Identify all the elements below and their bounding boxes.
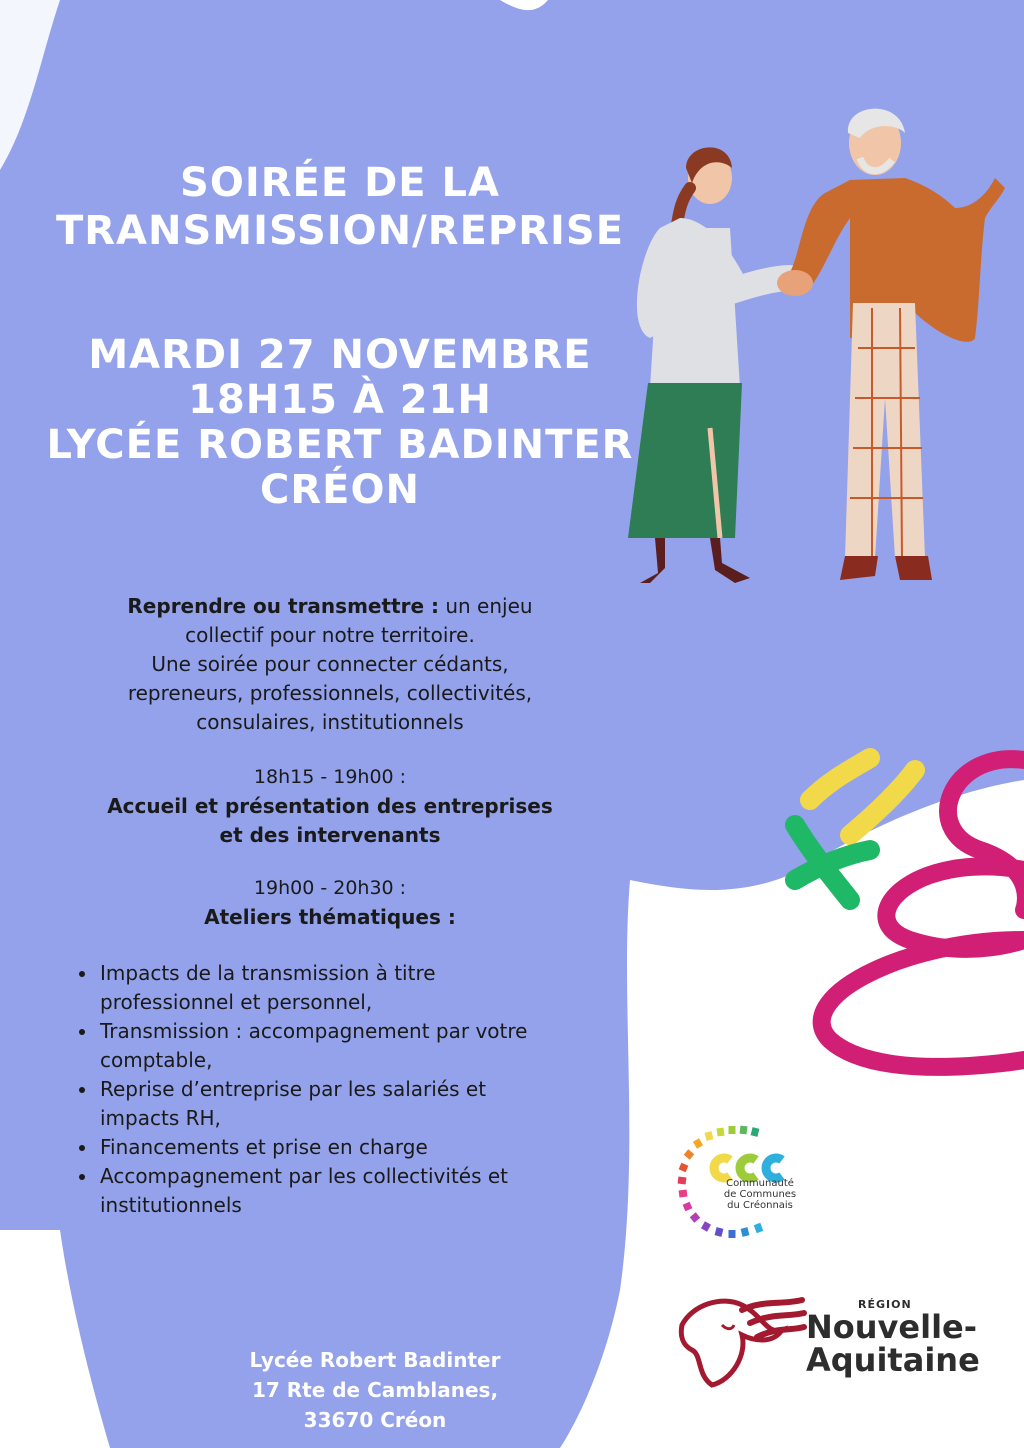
slot-2-title: Ateliers thématiques : [204,905,456,929]
event-time: 18H15 À 21H [188,377,492,423]
ccc-logo-text [705,1178,815,1211]
region-name [806,1308,980,1379]
program-slot-1 [40,763,620,850]
intro-line-3: Une soirée pour connecter cédants, [151,652,509,676]
intro-line-5: consulaires, institutionnels [196,710,464,734]
address-line-1: Lycée Robert Badinter [249,1348,501,1372]
event-title [30,160,650,259]
ccc-line-3: du Créonnais [727,1200,793,1211]
address-line-3: 33670 Créon [303,1408,447,1432]
ateliers-list [100,959,570,1220]
intro-paragraph [40,592,620,737]
intro-line-1: un enjeu [438,594,533,618]
region-line-2: Aquitaine [806,1341,980,1379]
list-item: Transmission : accompagnement par votre comptable, [100,1017,570,1075]
program-slot-2 [40,874,620,932]
address-line-2: 17 Rte de Camblanes, [251,1378,499,1402]
title-line-1: SOIRÉE DE LA [180,160,500,206]
event-details [30,332,650,515]
region-line-1: Nouvelle- [806,1308,978,1346]
intro-line-2: collectif pour notre territoire. [185,623,475,647]
scribble-decoration [770,740,1024,1100]
intro-bold: Reprendre ou transmettre : [127,594,439,618]
list-item: Financements et prise en charge [100,1133,570,1162]
slot-1-title-line-1: Accueil et présentation des entreprises [107,794,553,818]
title-line-2: TRANSMISSION/REPRISE [55,208,625,254]
slot-1-title-line-2: et des intervenants [219,823,441,847]
intro-line-4: repreneurs, professionnels, collectivités, [127,681,533,705]
list-item: Impacts de la transmission à titre professionnel et personnel, [100,959,570,1017]
slot-2-time: 19h00 - 20h30 : [253,877,407,899]
slot-1-time: 18h15 - 19h00 : [253,766,407,788]
event-city: CRÉON [260,467,420,513]
list-item: Reprise d’entreprise par les salariés et impacts RH, [100,1075,570,1133]
event-venue: LYCÉE ROBERT BADINTER [46,422,634,468]
handshake-illustration [610,98,1010,598]
region-small-label: RÉGION [858,1298,912,1311]
ccc-line-2: de Communes [723,1189,797,1200]
event-date: MARDI 27 NOVEMBRE [88,332,592,378]
list-item: Accompagnement par les collectivités et institutionnels [100,1162,570,1220]
venue-address [215,1345,535,1435]
ccc-line-1: Communauté [726,1178,794,1189]
